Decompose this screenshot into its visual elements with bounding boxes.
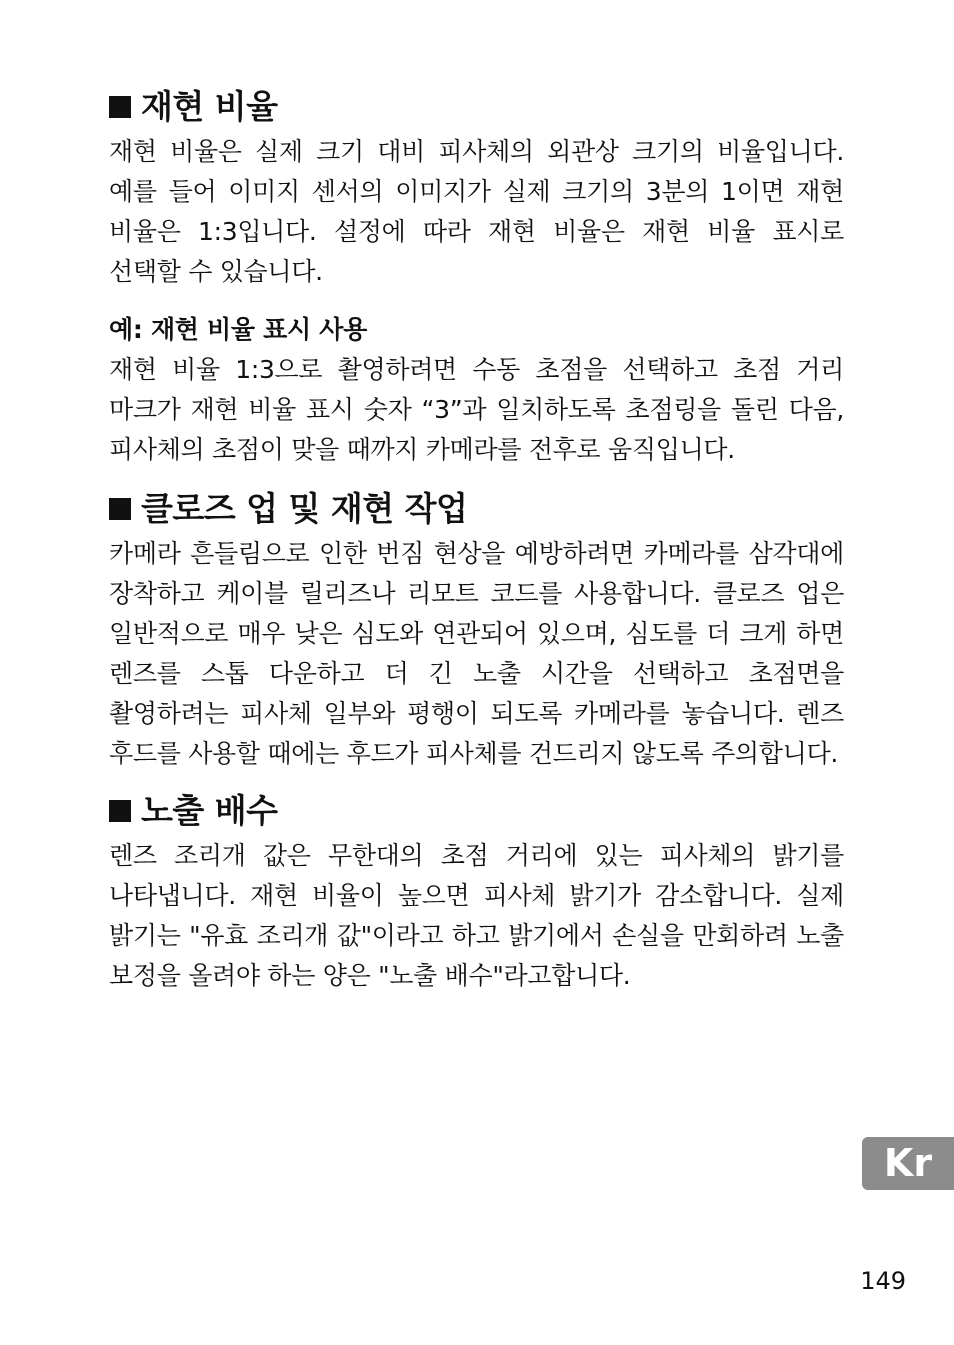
section-heading-text: 클로즈 업 및 재현 작업 xyxy=(141,489,468,528)
section-heading-reproduction-ratio xyxy=(109,84,844,130)
reproduction-ratio-paragraph: 재현 비율은 실제 크기 대비 피사체의 외관상 크기의 비율입니다. 예를 들어 이미지 센서의 이미지가 실제 크기의 3분의 1이면 재현 비율은 1:3입니다. 설정에 따라 재현 비율은 재현 비율 표시로 선택할 수 있습니다. xyxy=(109,137,844,286)
example-title: 예: 재현 비율 표시 사용 xyxy=(109,315,367,344)
exposure-factor-paragraph: 렌즈 조리개 값은 무한대의 초점 거리에 있는 피사체의 밝기를 나타냅니다. 재현 비율이 높으면 피사체 밝기가 감소합니다. 실제 밝기는 "유효 조리개 값"이라고 하고 밝기에서 손실을 만회하려 노출 보정을 올려야 하는 양은 "노출 배수"라고합니다. xyxy=(109,841,844,990)
section-heading-exposure-factor xyxy=(109,788,844,834)
square-bullet-icon xyxy=(109,498,131,520)
language-tab: Kr xyxy=(862,1137,954,1190)
square-bullet-icon xyxy=(109,800,131,822)
page-number: 149 xyxy=(860,1267,906,1295)
page-content xyxy=(109,84,844,996)
section-heading-text: 재현 비율 xyxy=(141,87,278,126)
section-heading-text: 노출 배수 xyxy=(141,791,278,830)
example-paragraph: 재현 비율 1:3으로 촬영하려면 수동 초점을 선택하고 초점 거리 마크가 재현 비율 표시 숫자 “3”과 일치하도록 초점링을 돌린 다음, 피사체의 초점이 맞을 때까지 카메라를 전후로 움직입니다. xyxy=(109,355,844,464)
square-bullet-icon xyxy=(109,96,131,118)
section-heading-close-up xyxy=(109,486,844,532)
close-up-paragraph: 카메라 흔들림으로 인한 번짐 현상을 예방하려면 카메라를 삼각대에 장착하고 케이블 릴리즈나 리모트 코드를 사용합니다. 클로즈 업은 일반적으로 매우 낮은 심도와 연관되어 있으며, 심도를 더 크게 하면 렌즈를 스톱 다운하고 더 긴 노출 시간을 선택하고 초점면을 촬영하려는 피사체 일부와 평행이 되도록 카메라를 놓습니다. 렌즈 후드를 사용할 때에는 후드가 피사체를 건드리지 않도록 주의합니다. xyxy=(109,539,844,768)
